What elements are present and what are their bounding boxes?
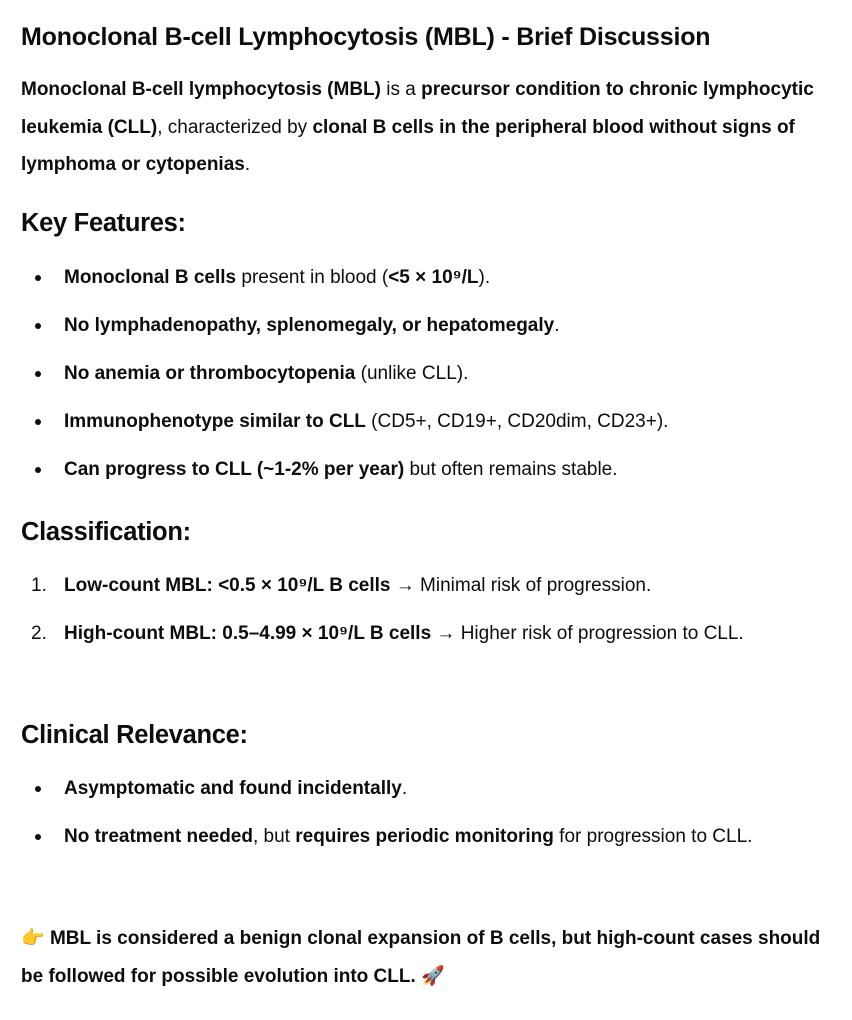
intro-paragraph [21,71,821,184]
list-item: No anemia or thrombocytopenia (unlike CLL). [21,355,821,393]
rocket-icon: 🚀 [421,964,445,987]
intro-bold-term: clonal B cells in the peripheral blood without signs of lymphoma or cytopenias [21,116,795,175]
intro-bold-term: Monoclonal B-cell lymphocytosis (MBL) [21,79,381,100]
list-item: No lymphadenopathy, splenomegaly, or hepatomegaly. [21,307,821,345]
list-item: 2. High-count MBL: 0.5–4.99 × 10⁹/L B cells → Higher risk of progression to CLL. [21,615,821,653]
list-item: No treatment needed, but requires periodic monitoring for progression to CLL. [21,818,821,856]
intro-bold-term: precursor condition to chronic lymphocytic leukemia (CLL) [21,79,814,138]
classification-list [21,567,821,663]
list-item: Immunophenotype similar to CLL (CD5+, CD19+, CD20dim, CD23+). [21,403,821,441]
list-number: 1. [31,575,47,596]
closing-text: MBL is considered a benign clonal expansion of B cells, but high-count cases should be followed for possible evolution into CLL. [21,928,821,987]
list-item: Can progress to CLL (~1-2% per year) but often remains stable. [21,451,821,489]
list-item: 1. Low-count MBL: <0.5 × 10⁹/L B cells → Minimal risk of progression. [21,567,821,605]
list-item: Monoclonal B cells present in blood (<5 × 10⁹/L). [21,259,821,297]
list-number: 2. [31,623,47,644]
clinical-relevance-list [21,770,821,866]
key-features-list [21,259,821,499]
closing-summary [21,920,831,995]
intro-text: , characterized by [157,116,313,138]
section-heading-classification: Classification: [21,518,191,546]
section-heading-clinical-relevance: Clinical Relevance: [21,721,248,749]
section-heading-key-features: Key Features: [21,209,186,237]
intro-text: is a [380,79,422,100]
list-item: Asymptomatic and found incidentally. [21,770,821,808]
intro-text: . [244,154,251,175]
pointing-hand-icon: 👉 [21,927,45,949]
page-title: Monoclonal B-cell Lymphocytosis (MBL) - Brief Discussion [21,23,711,51]
